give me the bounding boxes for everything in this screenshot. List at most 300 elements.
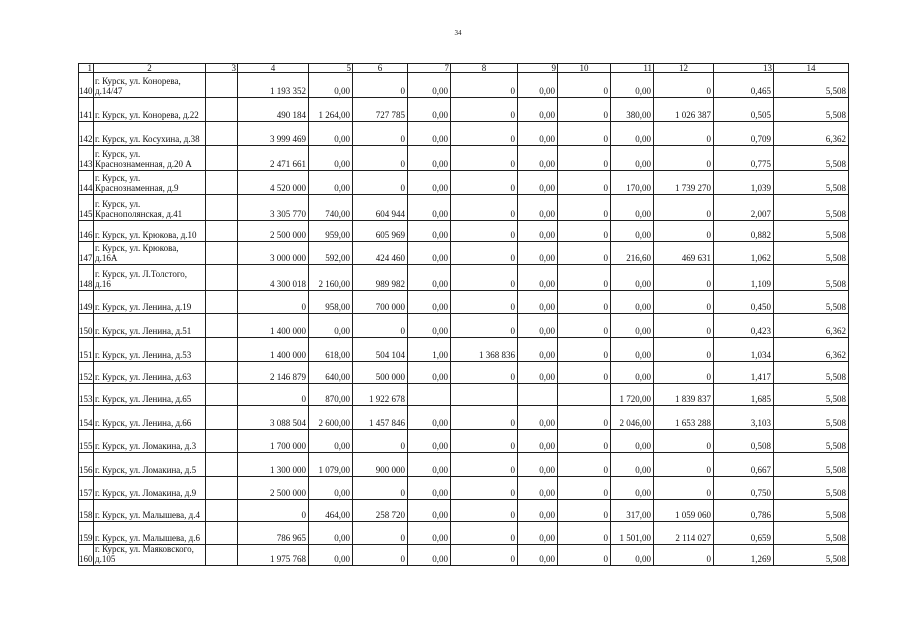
- column-number-header: 12: [654, 64, 714, 73]
- value-cell: 0,00: [408, 265, 451, 291]
- value-cell: 170,00: [611, 171, 654, 195]
- value-cell: 0,00: [611, 362, 654, 384]
- value-cell: 0,00: [518, 242, 558, 265]
- row-number: 149: [79, 291, 94, 314]
- row-number: 143: [79, 146, 94, 171]
- value-cell: 2 600,00: [309, 406, 353, 430]
- column-number-header: 6: [353, 64, 408, 73]
- value-cell: [518, 384, 558, 406]
- value-cell: [451, 384, 518, 406]
- value-cell: 0,00: [611, 453, 654, 477]
- value-cell: 0: [451, 430, 518, 453]
- empty-cell: [206, 171, 238, 195]
- table-row: [79, 265, 849, 291]
- value-cell: 640,00: [309, 362, 353, 384]
- value-cell: 1,00: [408, 338, 451, 362]
- value-cell: 2 146 879: [238, 362, 309, 384]
- table-row: [79, 195, 849, 221]
- value-cell: 0,00: [408, 291, 451, 314]
- value-cell: 5,508: [774, 430, 849, 453]
- table-row: [79, 477, 849, 500]
- value-cell: 0: [451, 242, 518, 265]
- value-cell: 0: [451, 314, 518, 338]
- value-cell: 0: [238, 500, 309, 522]
- value-cell: 0,00: [309, 522, 353, 545]
- value-cell: 0,00: [309, 545, 353, 566]
- value-cell: 504 104: [353, 338, 408, 362]
- value-cell: 1 059 060: [654, 500, 714, 522]
- table-row: [79, 73, 849, 98]
- value-cell: 0,00: [408, 242, 451, 265]
- value-cell: 0,00: [518, 171, 558, 195]
- value-cell: 0: [558, 221, 611, 242]
- value-cell: 5,508: [774, 98, 849, 122]
- table-row: [79, 453, 849, 477]
- value-cell: 0: [654, 430, 714, 453]
- value-cell: 2 500 000: [238, 221, 309, 242]
- value-cell: 0: [353, 73, 408, 98]
- row-number: 158: [79, 500, 94, 522]
- table-row: [79, 314, 849, 338]
- value-cell: 0,00: [408, 545, 451, 566]
- address-cell: г. Курск, ул. Л.Толстого, д.16: [94, 265, 206, 291]
- value-cell: 740,00: [309, 195, 353, 221]
- value-cell: 0: [654, 291, 714, 314]
- address-cell: г. Курск, ул. Ленина, д.63: [94, 362, 206, 384]
- value-cell: 0: [558, 171, 611, 195]
- row-number: 150: [79, 314, 94, 338]
- empty-cell: [206, 221, 238, 242]
- empty-cell: [206, 195, 238, 221]
- value-cell: 0: [558, 430, 611, 453]
- value-cell: 0: [558, 122, 611, 146]
- value-cell: 0,00: [309, 73, 353, 98]
- value-cell: 3 305 770: [238, 195, 309, 221]
- column-number-header: 9: [518, 64, 558, 73]
- value-cell: 0: [654, 338, 714, 362]
- value-cell: 0,00: [611, 122, 654, 146]
- value-cell: 700 000: [353, 291, 408, 314]
- value-cell: 0: [654, 314, 714, 338]
- value-cell: 0,667: [714, 453, 774, 477]
- value-cell: 5,508: [774, 477, 849, 500]
- value-cell: 1,062: [714, 242, 774, 265]
- value-cell: 1 300 000: [238, 453, 309, 477]
- value-cell: 0,00: [408, 146, 451, 171]
- value-cell: 0: [654, 362, 714, 384]
- data-table: [78, 63, 849, 566]
- value-cell: 4 300 018: [238, 265, 309, 291]
- row-number: 145: [79, 195, 94, 221]
- value-cell: 5,508: [774, 195, 849, 221]
- value-cell: 2 471 661: [238, 146, 309, 171]
- table-body: [79, 73, 849, 566]
- row-number: 160: [79, 545, 94, 566]
- value-cell: 0: [353, 430, 408, 453]
- value-cell: 0,00: [408, 171, 451, 195]
- address-cell: г. Курск, ул. Крюкова, д.16А: [94, 242, 206, 265]
- address-cell: г. Курск, ул. Ленина, д.19: [94, 291, 206, 314]
- table-row: [79, 545, 849, 566]
- value-cell: 0: [451, 122, 518, 146]
- value-cell: 5,508: [774, 73, 849, 98]
- value-cell: 0,00: [518, 73, 558, 98]
- value-cell: 2 046,00: [611, 406, 654, 430]
- row-number: 147: [79, 242, 94, 265]
- empty-cell: [206, 500, 238, 522]
- table-row: [79, 522, 849, 545]
- value-cell: 1 739 270: [654, 171, 714, 195]
- value-cell: 0: [558, 146, 611, 171]
- value-cell: 0: [451, 362, 518, 384]
- value-cell: 0: [451, 171, 518, 195]
- value-cell: 1 653 288: [654, 406, 714, 430]
- value-cell: 1 839 837: [654, 384, 714, 406]
- value-cell: 0,00: [611, 221, 654, 242]
- address-cell: г. Курск, ул. Ломакина, д.3: [94, 430, 206, 453]
- value-cell: 0: [353, 314, 408, 338]
- value-cell: 0,00: [408, 453, 451, 477]
- value-cell: 0: [451, 522, 518, 545]
- value-cell: 0,00: [408, 122, 451, 146]
- value-cell: 0,00: [309, 430, 353, 453]
- value-cell: 0,00: [611, 146, 654, 171]
- empty-cell: [206, 522, 238, 545]
- table-row: [79, 146, 849, 171]
- table-head: [79, 64, 849, 73]
- value-cell: 6,362: [774, 122, 849, 146]
- table-row: [79, 430, 849, 453]
- address-cell: г. Курск, ул. Краснополянская, д.41: [94, 195, 206, 221]
- value-cell: 0: [558, 195, 611, 221]
- empty-cell: [206, 384, 238, 406]
- value-cell: 1 026 387: [654, 98, 714, 122]
- value-cell: 0: [353, 146, 408, 171]
- value-cell: 4 520 000: [238, 171, 309, 195]
- value-cell: 0,750: [714, 477, 774, 500]
- value-cell: 1 193 352: [238, 73, 309, 98]
- value-cell: 0,00: [408, 195, 451, 221]
- value-cell: 424 460: [353, 242, 408, 265]
- value-cell: 5,508: [774, 500, 849, 522]
- empty-cell: [206, 314, 238, 338]
- value-cell: 3 999 469: [238, 122, 309, 146]
- empty-cell: [206, 122, 238, 146]
- table-row: [79, 122, 849, 146]
- value-cell: 0,00: [518, 477, 558, 500]
- value-cell: 5,508: [774, 406, 849, 430]
- value-cell: 0,505: [714, 98, 774, 122]
- value-cell: 0,659: [714, 522, 774, 545]
- value-cell: 0,00: [518, 453, 558, 477]
- value-cell: 1 400 000: [238, 338, 309, 362]
- empty-cell: [206, 73, 238, 98]
- empty-cell: [206, 146, 238, 171]
- value-cell: 900 000: [353, 453, 408, 477]
- value-cell: 0,00: [611, 314, 654, 338]
- value-cell: 0: [654, 122, 714, 146]
- value-cell: 0: [654, 477, 714, 500]
- value-cell: 0: [451, 291, 518, 314]
- value-cell: 2,007: [714, 195, 774, 221]
- value-cell: 0,00: [518, 221, 558, 242]
- value-cell: 1 720,00: [611, 384, 654, 406]
- address-cell: г. Курск, ул. Краснознаменная, д.20 А: [94, 146, 206, 171]
- value-cell: 0,00: [611, 73, 654, 98]
- value-cell: 0: [451, 477, 518, 500]
- value-cell: 6,362: [774, 314, 849, 338]
- empty-cell: [206, 98, 238, 122]
- value-cell: 0,00: [518, 545, 558, 566]
- address-cell: г. Курск, ул. Ленина, д.53: [94, 338, 206, 362]
- value-cell: 0,00: [518, 195, 558, 221]
- value-cell: 1 400 000: [238, 314, 309, 338]
- column-number-header: 5: [309, 64, 353, 73]
- column-number-header: 7: [408, 64, 451, 73]
- value-cell: 0,00: [611, 430, 654, 453]
- value-cell: 0: [654, 265, 714, 291]
- value-cell: 0,450: [714, 291, 774, 314]
- value-cell: 1,109: [714, 265, 774, 291]
- value-cell: 1 700 000: [238, 430, 309, 453]
- value-cell: 5,508: [774, 171, 849, 195]
- row-number: 146: [79, 221, 94, 242]
- value-cell: 0: [558, 98, 611, 122]
- value-cell: 0: [451, 545, 518, 566]
- value-cell: 1 264,00: [309, 98, 353, 122]
- value-cell: 0: [451, 406, 518, 430]
- value-cell: 0,00: [408, 221, 451, 242]
- table-row: [79, 384, 849, 406]
- address-cell: г. Курск, ул. Малышева, д.4: [94, 500, 206, 522]
- value-cell: 5,508: [774, 362, 849, 384]
- row-number: 153: [79, 384, 94, 406]
- empty-cell: [206, 453, 238, 477]
- value-cell: 0: [654, 73, 714, 98]
- value-cell: 0,00: [408, 73, 451, 98]
- value-cell: 464,00: [309, 500, 353, 522]
- address-cell: г. Курск, ул. Крюкова, д.10: [94, 221, 206, 242]
- value-cell: 380,00: [611, 98, 654, 122]
- value-cell: 5,508: [774, 545, 849, 566]
- empty-cell: [206, 430, 238, 453]
- address-cell: г. Курск, ул. Краснознаменная, д.9: [94, 171, 206, 195]
- value-cell: 0: [558, 522, 611, 545]
- value-cell: 0,00: [309, 314, 353, 338]
- empty-cell: [206, 477, 238, 500]
- value-cell: 0: [558, 265, 611, 291]
- table-row: [79, 98, 849, 122]
- value-cell: 0,465: [714, 73, 774, 98]
- value-cell: 1,269: [714, 545, 774, 566]
- value-cell: 605 969: [353, 221, 408, 242]
- value-cell: 5,508: [774, 291, 849, 314]
- row-number: 159: [79, 522, 94, 545]
- value-cell: 0,00: [518, 314, 558, 338]
- empty-cell: [206, 362, 238, 384]
- value-cell: 0: [558, 338, 611, 362]
- value-cell: 5,508: [774, 453, 849, 477]
- column-number-header: 4: [238, 64, 309, 73]
- value-cell: 959,00: [309, 221, 353, 242]
- value-cell: 0: [654, 545, 714, 566]
- value-cell: 0,00: [408, 406, 451, 430]
- value-cell: 0,00: [408, 98, 451, 122]
- address-cell: г. Курск, ул. Малышева, д.6: [94, 522, 206, 545]
- value-cell: 592,00: [309, 242, 353, 265]
- table-row: [79, 171, 849, 195]
- value-cell: 0: [558, 242, 611, 265]
- value-cell: 0,775: [714, 146, 774, 171]
- column-number-row: [79, 64, 849, 73]
- value-cell: 0,00: [611, 545, 654, 566]
- value-cell: 0: [558, 500, 611, 522]
- column-number-header: 13: [714, 64, 774, 73]
- value-cell: 604 944: [353, 195, 408, 221]
- value-cell: 5,508: [774, 522, 849, 545]
- value-cell: 1 501,00: [611, 522, 654, 545]
- row-number: 155: [79, 430, 94, 453]
- value-cell: 3,103: [714, 406, 774, 430]
- address-cell: г. Курск, ул. Ленина, д.65: [94, 384, 206, 406]
- value-cell: 0,00: [518, 98, 558, 122]
- value-cell: 0: [654, 453, 714, 477]
- value-cell: 0,00: [408, 362, 451, 384]
- value-cell: 3 088 504: [238, 406, 309, 430]
- column-number-header: 10: [558, 64, 611, 73]
- value-cell: 490 184: [238, 98, 309, 122]
- address-cell: г. Курск, ул. Маяковского, д.105: [94, 545, 206, 566]
- value-cell: 0,00: [408, 500, 451, 522]
- value-cell: 870,00: [309, 384, 353, 406]
- value-cell: 0: [451, 453, 518, 477]
- page-number: 34: [454, 29, 462, 37]
- value-cell: 0: [353, 477, 408, 500]
- value-cell: 1 975 768: [238, 545, 309, 566]
- column-number-header: 3: [206, 64, 238, 73]
- value-cell: 0,786: [714, 500, 774, 522]
- value-cell: 1,685: [714, 384, 774, 406]
- value-cell: 3 000 000: [238, 242, 309, 265]
- value-cell: 0,00: [518, 265, 558, 291]
- table-row: [79, 406, 849, 430]
- value-cell: 0: [654, 221, 714, 242]
- empty-cell: [206, 545, 238, 566]
- value-cell: 1,039: [714, 171, 774, 195]
- value-cell: 0,00: [518, 338, 558, 362]
- row-number: 142: [79, 122, 94, 146]
- value-cell: 0: [558, 314, 611, 338]
- empty-cell: [206, 265, 238, 291]
- row-number: 152: [79, 362, 94, 384]
- value-cell: 0: [558, 545, 611, 566]
- value-cell: 0,00: [309, 171, 353, 195]
- column-number-header: 8: [451, 64, 518, 73]
- value-cell: 727 785: [353, 98, 408, 122]
- value-cell: 989 982: [353, 265, 408, 291]
- value-cell: 0: [451, 265, 518, 291]
- value-cell: [408, 384, 451, 406]
- value-cell: 5,508: [774, 221, 849, 242]
- value-cell: 0,00: [611, 338, 654, 362]
- value-cell: 5,508: [774, 146, 849, 171]
- value-cell: 469 631: [654, 242, 714, 265]
- value-cell: 0: [451, 73, 518, 98]
- row-number: 148: [79, 265, 94, 291]
- value-cell: 0,882: [714, 221, 774, 242]
- address-cell: г. Курск, ул. Ломакина, д.5: [94, 453, 206, 477]
- address-cell: г. Курск, ул. Конорева, д.14/47: [94, 73, 206, 98]
- table-row: [79, 362, 849, 384]
- value-cell: 0,00: [309, 122, 353, 146]
- value-cell: 618,00: [309, 338, 353, 362]
- value-cell: 0,00: [518, 406, 558, 430]
- value-cell: 1 368 836: [451, 338, 518, 362]
- value-cell: 0,00: [518, 146, 558, 171]
- value-cell: 0,00: [518, 522, 558, 545]
- value-cell: 5,508: [774, 242, 849, 265]
- value-cell: 0: [451, 500, 518, 522]
- value-cell: 0: [353, 545, 408, 566]
- row-number: 154: [79, 406, 94, 430]
- value-cell: 0,00: [611, 265, 654, 291]
- value-cell: 5,508: [774, 384, 849, 406]
- value-cell: [558, 384, 611, 406]
- empty-cell: [206, 291, 238, 314]
- value-cell: 0,00: [309, 146, 353, 171]
- value-cell: 958,00: [309, 291, 353, 314]
- address-cell: г. Курск, ул. Конорева, д.22: [94, 98, 206, 122]
- value-cell: 0,00: [408, 314, 451, 338]
- value-cell: 0: [558, 453, 611, 477]
- value-cell: 0,508: [714, 430, 774, 453]
- row-number: 151: [79, 338, 94, 362]
- value-cell: 0,00: [408, 522, 451, 545]
- row-number: 156: [79, 453, 94, 477]
- value-cell: 5,508: [774, 265, 849, 291]
- value-cell: 0: [558, 291, 611, 314]
- table-row: [79, 291, 849, 314]
- value-cell: 216,60: [611, 242, 654, 265]
- value-cell: 0,00: [611, 291, 654, 314]
- table-row: [79, 242, 849, 265]
- value-cell: 0: [558, 406, 611, 430]
- value-cell: 2 114 027: [654, 522, 714, 545]
- empty-cell: [206, 338, 238, 362]
- value-cell: 0: [558, 477, 611, 500]
- value-cell: 0,00: [309, 477, 353, 500]
- column-number-header: 11: [611, 64, 654, 73]
- column-number-header: 14: [774, 64, 849, 73]
- value-cell: 786 965: [238, 522, 309, 545]
- value-cell: 0: [353, 171, 408, 195]
- value-cell: 0: [558, 73, 611, 98]
- value-cell: 2 500 000: [238, 477, 309, 500]
- row-number: 157: [79, 477, 94, 500]
- address-cell: г. Курск, ул. Ленина, д.51: [94, 314, 206, 338]
- value-cell: 0,00: [408, 430, 451, 453]
- value-cell: 0,00: [518, 430, 558, 453]
- address-cell: г. Курск, ул. Ленина, д.66: [94, 406, 206, 430]
- value-cell: 0,00: [408, 477, 451, 500]
- value-cell: 0,423: [714, 314, 774, 338]
- value-cell: 0: [654, 195, 714, 221]
- value-cell: 0: [238, 384, 309, 406]
- value-cell: 0: [353, 522, 408, 545]
- table-row: [79, 221, 849, 242]
- value-cell: 1 922 678: [353, 384, 408, 406]
- table-row: [79, 500, 849, 522]
